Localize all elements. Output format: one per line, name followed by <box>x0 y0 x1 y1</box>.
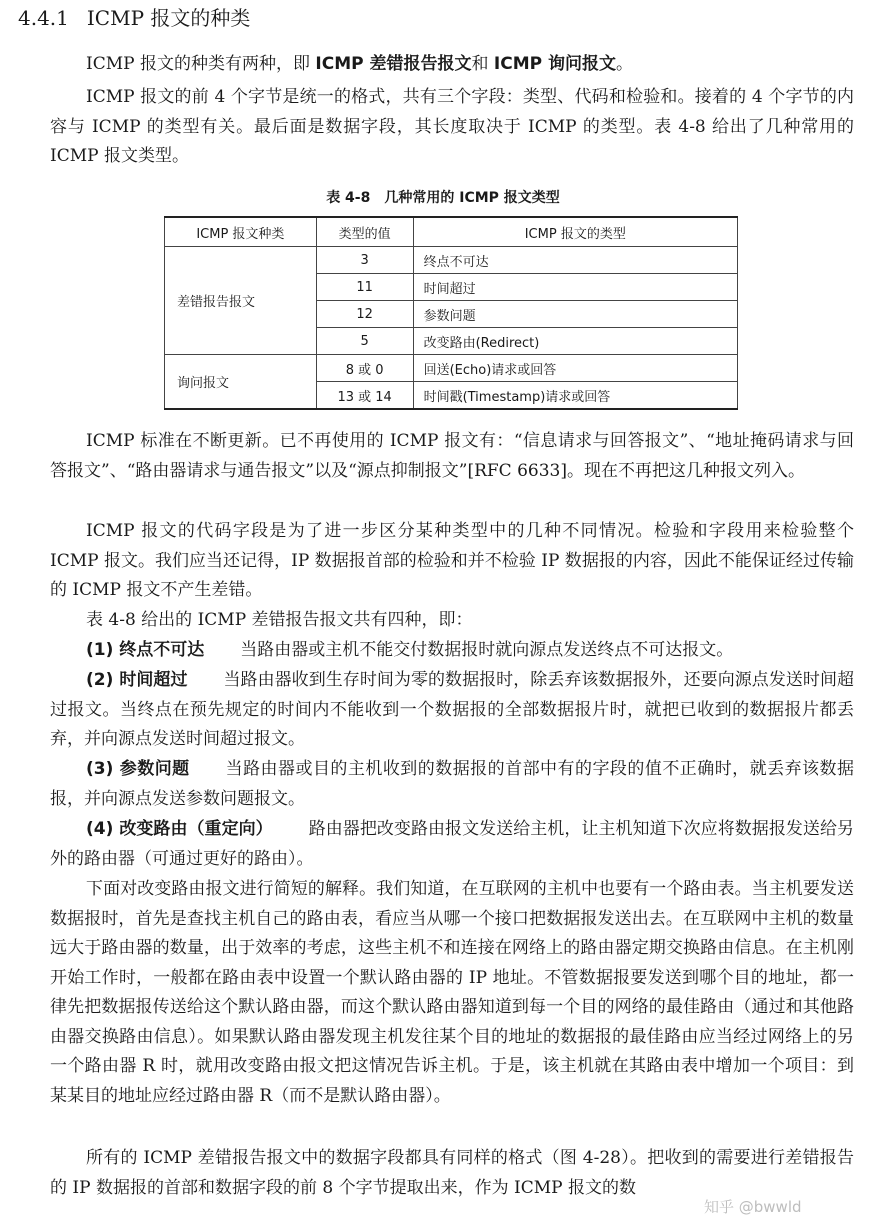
p1-text3: 。 <box>616 54 634 74</box>
type-name: 时间超过 <box>413 274 737 301</box>
item-title: (3) 参数问题 <box>86 759 190 779</box>
type-value: 3 <box>316 247 413 274</box>
watermark: 知乎 @bwwld <box>704 1198 802 1216</box>
icmp-types-table <box>164 216 738 410</box>
table-caption <box>0 188 886 208</box>
item-text: 当路由器收到生存时间为零的数据报时，除丢弃该数据报外，还要向源点发送时间超过报文。当终点在预先规定的时间内不能收到一个数据报的全部数据报片时，就把已收到的数据报片都丢弃，并向源点发送时间超过报文。 <box>50 670 854 749</box>
p1-text1: ICMP 报文的种类有两种，即 <box>86 54 316 74</box>
item-title: (2) 时间超过 <box>86 670 188 690</box>
type-value: 12 <box>316 301 413 328</box>
item-parameter-problem <box>50 755 854 814</box>
item-text: 当路由器或主机不能交付数据报时就向源点发送终点不可达报文。 <box>240 640 734 660</box>
table-row <box>165 355 738 382</box>
type-name: 改变路由(Redirect) <box>413 328 737 355</box>
item-text: 路由器把改变路由报文发送给主机，让主机知道下次应将数据报发送给另外的路由器（可通过更好的路由）。 <box>50 819 854 869</box>
paragraph-four-kinds: 表 4-8 给出的 ICMP 差错报告报文共有四种，即： <box>86 610 473 630</box>
item-title: (1) 终点不可达 <box>86 640 205 660</box>
header-type: ICMP 报文的类型 <box>413 217 737 247</box>
section-heading <box>18 4 250 32</box>
type-value: 5 <box>316 328 413 355</box>
item-text: 当路由器或目的主机收到的数据报的首部中有的字段的值不正确时，就丢弃该数据报，并向源点发送参数问题报文。 <box>50 759 854 809</box>
kind-error-report: 差错报告报文 <box>165 247 317 355</box>
paragraph-code-checksum: ICMP 报文的代码字段是为了进一步区分某种类型中的几种不同情况。检验和字段用来检验整个 ICMP 报文。我们应当还记得，IP 数据报首部的检验和并不检验 IP 数据报的内容，因此不能保证经过传输的 ICMP 报文不产生差错。 <box>50 521 854 600</box>
p1-bold-error-report: ICMP 差错报告报文 <box>315 54 472 74</box>
type-name: 时间戳(Timestamp)请求或回答 <box>413 382 737 410</box>
p1-bold-query: ICMP 询问报文 <box>493 54 617 74</box>
header-kind: ICMP 报文种类 <box>165 217 317 247</box>
item-title: (4) 改变路由（重定向） <box>86 819 273 839</box>
type-name: 参数问题 <box>413 301 737 328</box>
item-redirect <box>50 815 854 874</box>
type-value: 13 或 14 <box>316 382 413 410</box>
type-name: 终点不可达 <box>413 247 737 274</box>
table-row <box>165 247 738 274</box>
p1-text2: 和 <box>471 54 494 74</box>
table-caption-number: 表 4-8 <box>326 190 371 206</box>
section-title: ICMP 报文的种类 <box>86 6 251 30</box>
paragraph-icmp-kinds <box>50 50 854 80</box>
type-value: 8 或 0 <box>316 355 413 382</box>
kind-query: 询问报文 <box>165 355 317 410</box>
table-header-row <box>165 217 738 247</box>
table-caption-title: 几种常用的 ICMP 报文类型 <box>384 190 560 206</box>
type-name: 回送(Echo)请求或回答 <box>413 355 737 382</box>
paragraph-icmp-updates: ICMP 标准在不断更新。已不再使用的 ICMP 报文有：“信息请求与回答报文”、“地址掩码请求与回答报文”、“路由器请求与通告报文”以及“源点抑制报文”[RFC 6633]。现在不再把这几种报文列入。 <box>50 431 854 481</box>
type-value: 11 <box>316 274 413 301</box>
paragraph-error-data-format: 所有的 ICMP 差错报告报文中的数据字段都具有同样的格式（图 4-28）。把收到的需要进行差错报告的 IP 数据报的首部和数据字段的前 8 个字节提取出来，作为 ICMP 报文的数 <box>50 1148 854 1198</box>
section-number: 4.4.1 <box>18 6 69 30</box>
header-value: 类型的值 <box>316 217 413 247</box>
paragraph-redirect-explanation: 下面对改变路由报文进行简短的解释。我们知道，在互联网的主机中也要有一个路由表。当主机要发送数据报时，首先是查找主机自己的路由表，看应当从哪一个接口把数据报发送出去。在互联网中主机的数量远大于路由器的数量，出于效率的考虑，这些主机不和连接在网络上的路由器定期交换路由信息。在主机刚开始工作时，一般都在路由表中设置一个默认路由器的 IP 地址。不管数据报要发送到哪个目的地址，都一律先把数据报传送给这个默认路由器，而这个默认路由器知道到每一个目的网络的最佳路由（通过和其他路由器交换路由信息）。如果默认路由器发现主机发往某个目的地址的数据报的最佳路由应当经过网络上的另一个路由器 R 时，就用改变路由报文把这情况告诉主机。于是，该主机就在其路由表中增加一个项目：到某某目的地址应经过路由器 R（而不是默认路由器）。 <box>50 879 854 1106</box>
paragraph-icmp-format: ICMP 报文的前 4 个字节是统一的格式，共有三个字段：类型、代码和检验和。接着的 4 个字节的内容与 ICMP 的类型有关。最后面是数据字段，其长度取决于 ICMP 的类型。表 4-8 给出了几种常用的 ICMP 报文类型。 <box>50 87 854 166</box>
item-time-exceeded <box>50 666 854 755</box>
item-destination-unreachable <box>50 636 854 666</box>
